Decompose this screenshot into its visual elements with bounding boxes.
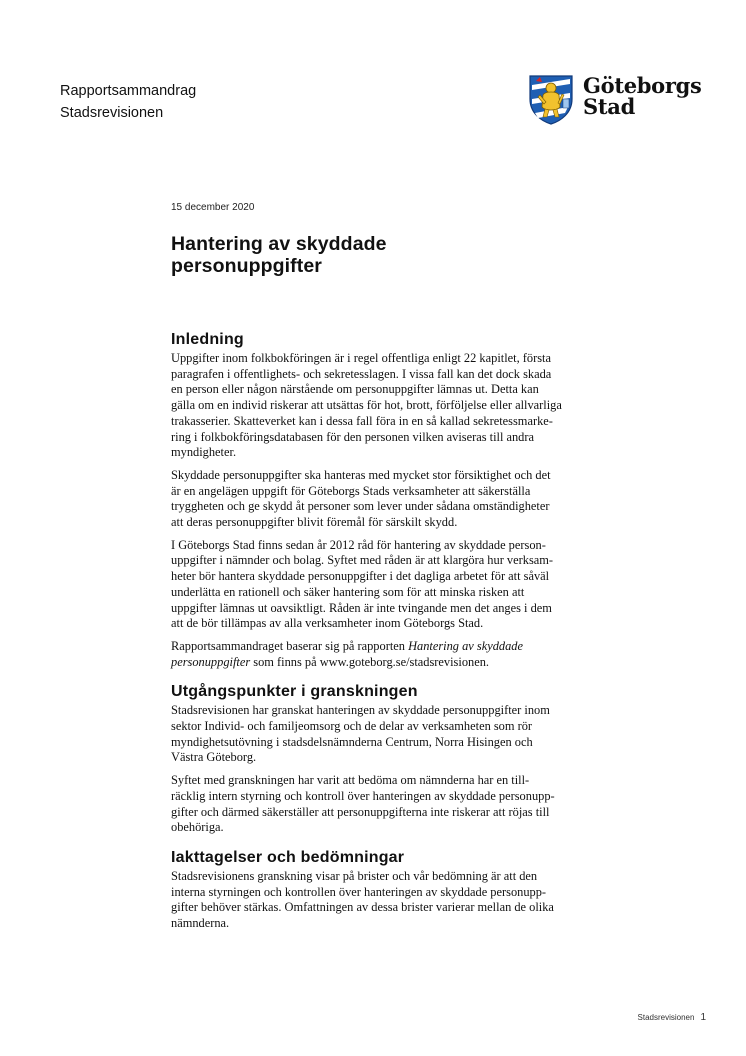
paragraph: Uppgifter inom folkbokföringen är i regel offentliga enligt 22 kapitlet, första paragrafen i offentlighets- och sekretesslagen. I vissa fall kan det dock skada en person eller någon närstående om personuppgifter lämnas ut. Detta kan gälla om en individ riskerar att utsättas för hot, brott, förföljelse eller allvarliga trakasserier. Skatteverket kan i dessa fall föra in en så kallad sekretessmarke- ring i folkbokföringsdatabasen för den personen vilken aviseras till andra myndigheter.	[171, 351, 562, 460]
page-footer	[638, 1012, 706, 1023]
section-heading: Inledning	[171, 331, 244, 348]
logo-line2: Stad	[583, 94, 635, 119]
document-title	[171, 233, 591, 277]
paragraph: Stadsrevisionens granskning visar på brister och vår bedömning är att den interna styrningen och kontrollen över hanteringen av skyddade personupp- gifter behöver stärkas. Omfattningen av dessa brister varierar mellan de olika nämnderna.	[171, 868, 554, 931]
main-content	[171, 202, 591, 939]
paragraph: Syftet med granskningen har varit att bedöma om nämnderna har en till- räcklig intern styrning och kontroll över hanteringen av skyddade personupp- gifter och därmed säkerställer att personuppgifterna inte riskerar att röjas till obehöriga.	[171, 773, 555, 835]
paragraph: Stadsrevisionen har granskat hanteringen av skyddade personuppgifter inom sektor Individ- och familjeomsorg och de delar av verksamheten som rör myndighetsutövning i stadsdelsnämnderna Centrum, Norra Hisingen och Västra Göteborg.	[171, 703, 550, 765]
document-date: 15 december 2020	[171, 202, 255, 213]
page-number: 1	[700, 1012, 706, 1023]
report-org: Stadsrevisionen	[60, 105, 164, 121]
section-heading: Utgångspunkter i granskningen	[171, 683, 418, 701]
report-type: Rapportsammandrag	[60, 83, 197, 99]
paragraph: Skyddade personuppgifter ska hanteras med mycket stor försiktighet och det är en angelägen uppgift för Göteborgs Stads verksamheter att säkerställa tryggheten och ge skydd åt personer som lever under sådana omständigheter att deras personuppgifter blivit föremål för särskilt skydd.	[171, 467, 551, 530]
logo-wordmark	[583, 75, 702, 117]
paragraph-report-reference: Rapportsammandraget baserar sig på rapporten Hantering av skyddade personuppgifter som finns på www.goteborg.se/stadsrevisionen.	[171, 638, 523, 669]
report-header	[60, 80, 196, 124]
footer-label: Stadsrevisionen	[637, 1013, 695, 1022]
title-line2: personuppgifter	[171, 255, 322, 277]
section-heading: Iakttagelser och bedömningar	[171, 848, 405, 866]
report-title-italic: personuppgifter	[171, 654, 251, 669]
goteborgs-stad-logo	[527, 73, 702, 129]
logo-line1: Göteborgs	[583, 73, 702, 98]
section-inledning	[171, 331, 591, 670]
title-line1: Hantering av skyddade	[171, 233, 387, 255]
paragraph: I Göteborgs Stad finns sedan år 2012 råd för hantering av skyddade person- uppgifter i nämnder och bolag. Syftet med råden är att klargöra hur verksam- heter bör hantera skyddade personuppgifter i det dagliga arbetet för att såväl underlätta en rationell och säker hantering som för att minska risken att uppgifter lämnas ut oavsiktligt. Råden är inte tvingande men det anges i dem att de bör tillämpas av alla verksamheter inom Göteborgs Stad.	[171, 537, 554, 631]
section-utgangspunkter	[171, 683, 591, 836]
report-title-italic: Hantering av skyddade	[408, 638, 523, 653]
coat-of-arms-icon	[527, 73, 575, 125]
section-iakttagelser	[171, 849, 591, 932]
